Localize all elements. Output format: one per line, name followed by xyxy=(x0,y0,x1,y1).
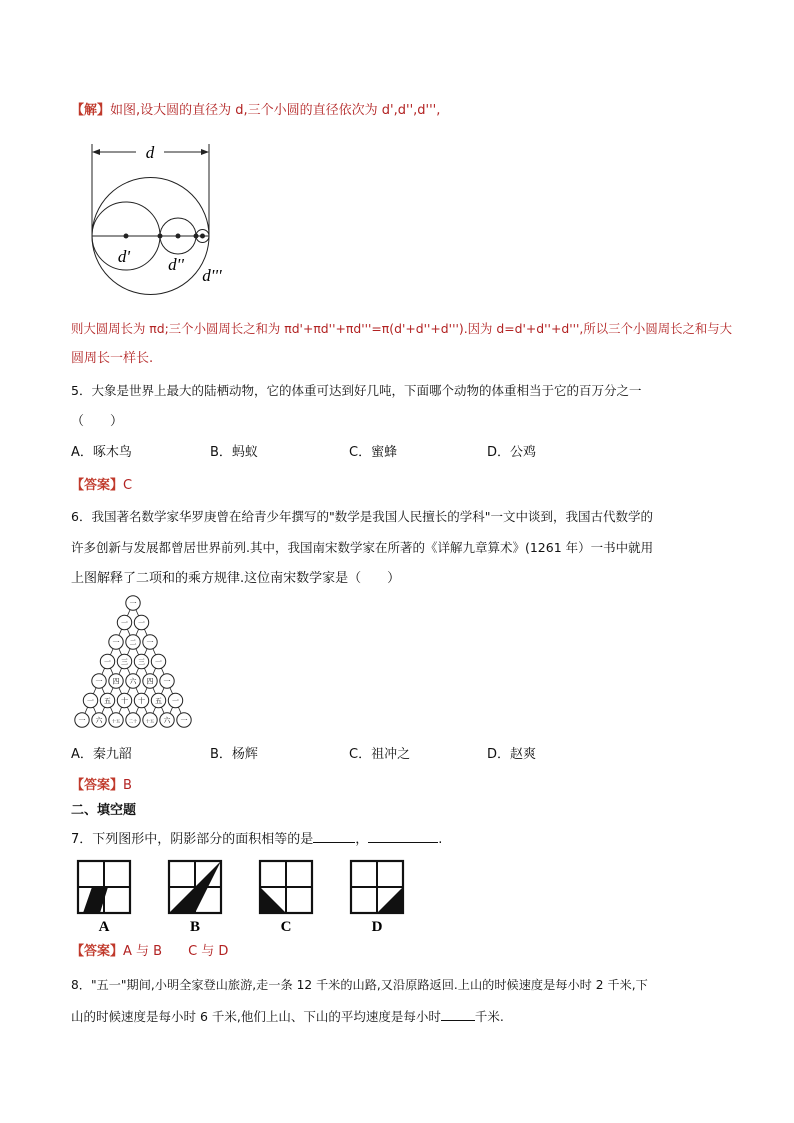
q7-stem: 7．下列图形中，阴影部分的面积相等的是 xyxy=(71,832,314,847)
triangle-node-label: 一 xyxy=(146,638,154,647)
q7-answer-value: A 与 B C 与 D xyxy=(123,944,229,959)
figure-d-label: D xyxy=(371,919,383,935)
figure-c-label: C xyxy=(280,919,292,935)
solution-tag: 【解】 xyxy=(71,103,111,118)
q8-line-1: 8．"五一"期间,小明全家登山旅游,走一条 12 千米的山路,又沿原路返回.上山的时候速度是每小时 2 千米,下 xyxy=(71,978,648,992)
figure-d xyxy=(351,861,403,913)
triangle-node-label: 一 xyxy=(112,638,120,647)
q7-separator: ， xyxy=(355,832,369,847)
triangle-node-label: 一 xyxy=(129,599,137,608)
circles-figure xyxy=(80,138,230,298)
figure-b-label: B xyxy=(189,919,201,935)
q5-option-b: B．蚂蚁 xyxy=(210,445,258,460)
q7-answer-tag: 【答案】 xyxy=(71,944,124,959)
q6-option-d: D．赵爽 xyxy=(487,747,537,762)
q7-blank-1[interactable] xyxy=(313,828,355,843)
q5-option-a: A．啄木鸟 xyxy=(71,445,132,460)
section-heading: 二、填空题 xyxy=(71,803,137,818)
triangle-node-label: 六 xyxy=(129,677,137,686)
q6-line-3: 上图解释了二项和的乘方规律.这位南宋数学家是（ ） xyxy=(71,571,401,586)
solution-intro-text: 如图,设大圆的直径为 d,三个小圆的直径依次为 d',d'',d''', xyxy=(110,103,441,118)
arrowhead-left xyxy=(92,149,100,155)
q6-answer-tag: 【答案】 xyxy=(71,778,124,793)
center-dot-3 xyxy=(200,234,205,239)
triangle-node-label: 一 xyxy=(138,619,145,627)
triangle-node-label: 一 xyxy=(95,677,103,686)
q8-blank[interactable] xyxy=(441,1006,475,1021)
q7-end: . xyxy=(438,832,443,847)
q5-paren: （ ） xyxy=(71,414,124,429)
center-dot-1 xyxy=(124,234,129,239)
triangle-node-label: 一 xyxy=(163,677,171,686)
q7-answer xyxy=(71,942,228,962)
triangle-node-label: 六 xyxy=(163,716,171,725)
arrowhead-right xyxy=(201,149,209,155)
triangle-node-label: 二 xyxy=(129,638,137,647)
triangle-node-label: 一 xyxy=(87,697,94,705)
triangle-node-label: 三 xyxy=(138,658,145,666)
junction-dot-2 xyxy=(194,234,199,239)
q5-answer-tag: 【答案】 xyxy=(71,478,124,493)
q8-line-2 xyxy=(71,1006,504,1027)
q6-option-a: A．秦九韶 xyxy=(71,747,132,762)
triangle-node-label: 五 xyxy=(104,697,111,705)
q6-answer xyxy=(71,776,132,796)
triangle-node-label: 六 xyxy=(95,716,103,725)
triangle-node-label: 一 xyxy=(121,619,128,627)
solution-line-3: 圆周长一样长. xyxy=(71,351,154,366)
figure-c xyxy=(260,861,312,913)
triangle-node-label: 二十 xyxy=(128,718,138,724)
triangle-node-label: 四 xyxy=(112,677,120,686)
label-d: d xyxy=(145,143,155,162)
triangle-node-label: 五 xyxy=(155,697,162,705)
triangle-node-label: 一 xyxy=(104,658,111,666)
solution-line-2: 则大圆周长为 πd;三个小圆周长之和为 πd'+πd''+πd'''=π(d'+d''+d''').因为 d=d'+d''+d''',所以三个小圆周长之和与大 xyxy=(71,321,733,336)
label-d3: d''' xyxy=(202,266,222,285)
triangle-node-label: 十五 xyxy=(111,718,121,724)
figure-a xyxy=(78,861,130,913)
figure-b xyxy=(169,861,221,913)
q5-option-d: D．公鸡 xyxy=(487,445,537,460)
q6-answer-value: B xyxy=(123,778,132,793)
q5-answer-value: C xyxy=(123,478,133,493)
triangle-node-label: 一 xyxy=(180,716,188,725)
triangle-node-label: 十 xyxy=(138,697,145,705)
q7-stem-line xyxy=(71,828,442,850)
triangle-node-label: 一 xyxy=(78,716,86,725)
triangle-node-label: 三 xyxy=(121,658,128,666)
q6-option-c: C．祖冲之 xyxy=(349,747,411,762)
q6-line-1: 6．我国著名数学家华罗庚曾在给青少年撰写的"数学是我国人民擅长的学科"一文中谈到，我国古代数学的 xyxy=(71,509,653,524)
solution-intro xyxy=(71,101,440,121)
q5-option-c: C．蜜蜂 xyxy=(349,445,398,460)
junction-dot-1 xyxy=(158,234,163,239)
label-d2: d'' xyxy=(168,255,184,274)
triangle-node-label: 一 xyxy=(155,658,162,666)
q7-figures xyxy=(74,856,414,936)
label-d1: d' xyxy=(117,247,131,266)
figure-a-label: A xyxy=(98,919,110,935)
triangle-node-label: 十五 xyxy=(145,718,155,724)
q7-blank-2[interactable] xyxy=(368,828,438,843)
q8-line-2-post: 千米. xyxy=(474,1009,504,1024)
triangle-node-label: 四 xyxy=(146,677,154,686)
yang-hui-triangle xyxy=(72,592,202,734)
q5-stem: 5．大象是世界上最大的陆栖动物，它的体重可达到好几吨，下面哪个动物的体重相当于它的百万分之一 xyxy=(71,383,642,398)
q6-option-b: B．杨辉 xyxy=(210,747,258,762)
center-dot-2 xyxy=(176,234,181,239)
triangle-node-label: 十 xyxy=(121,697,128,705)
triangle-node-label: 一 xyxy=(172,697,179,705)
q8-line-2-pre: 山的时候速度是每小时 6 千米,他们上山、下山的平均速度是每小时 xyxy=(71,1009,441,1024)
q6-line-2: 许多创新与发展都曾居世界前列.其中，我国南宋数学家在所著的《详解九章算术》(1261 年）一书中就用 xyxy=(71,540,654,555)
q5-answer xyxy=(71,476,132,496)
